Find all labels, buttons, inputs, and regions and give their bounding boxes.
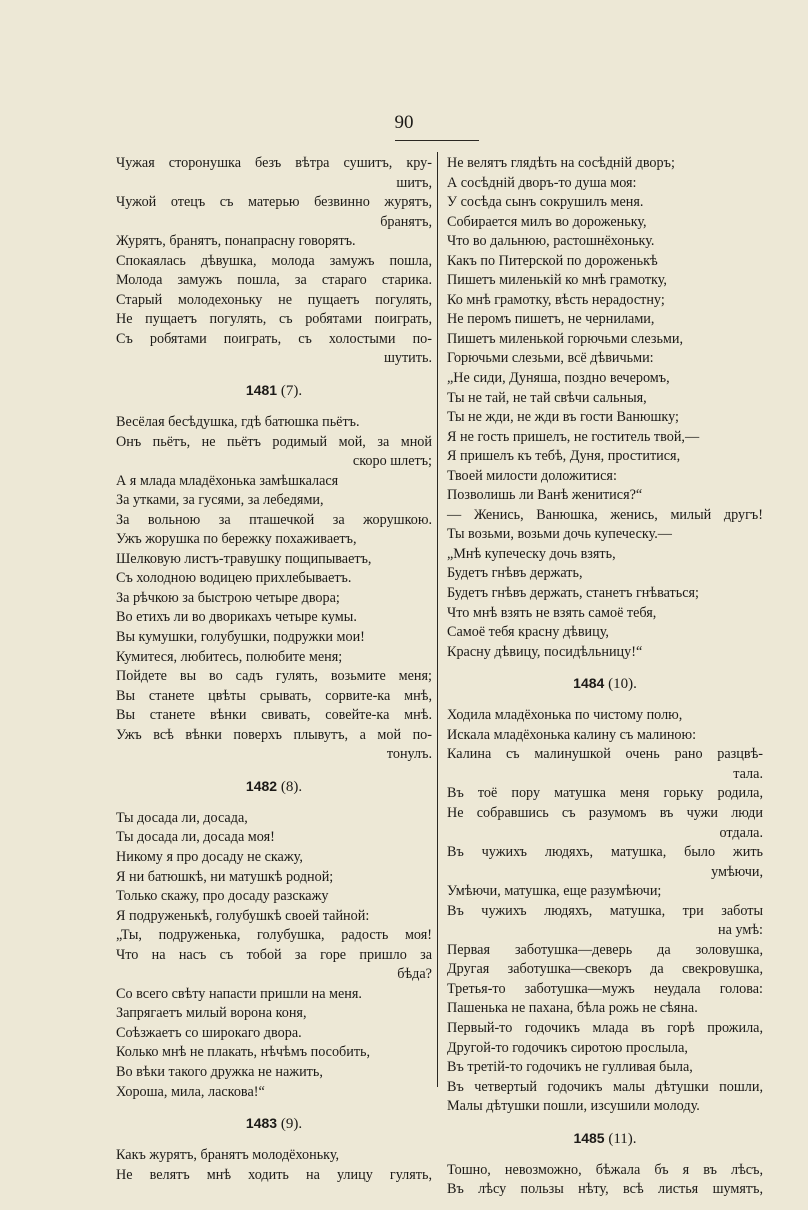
- verse-line: бѣда?: [397, 966, 432, 983]
- verse-line: За утками, за гусями, за лебедями,: [116, 492, 324, 509]
- verse-line: Красну дѣвицу, посидѣльницу!“: [447, 643, 643, 660]
- verse-line: Соѣзжаетъ со широкаго двора.: [116, 1024, 302, 1041]
- verse-line: Не перомъ пишетъ, не чернилами,: [447, 311, 655, 328]
- verse-line: Ходила младёхонька по чистому полю,: [447, 707, 683, 724]
- verse-line: Первая заботушка—деверь да золовушка,: [447, 941, 763, 958]
- verse-line: Въ третій-то годочикъ не гулливая была,: [447, 1059, 693, 1076]
- verse-line: Вы станете вѣнки свивать, совейте-ка мнѣ.: [116, 707, 432, 724]
- song-heading: [447, 673, 763, 694]
- verse-line: Въ чужихъ людяхъ, матушка, было жить: [447, 844, 763, 861]
- verse-line: За вольною за пташечкой за жорушкою.: [116, 511, 432, 528]
- verse-line: отдала.: [719, 824, 763, 841]
- verse-line: на умѣ:: [718, 922, 763, 939]
- verse-line: Ты досада ли, досада,: [116, 809, 248, 826]
- verse-line: Что на насъ съ тобой за горе пришло за: [116, 946, 432, 963]
- verse-line: шутить.: [383, 350, 432, 367]
- verse-line: тонулъ.: [386, 746, 432, 763]
- verse-line: Что во дальнюю, растошнёхоньку.: [447, 233, 655, 250]
- verse-line: — Женись, Ванюшка, женись, милый другъ!: [447, 506, 763, 523]
- verse-line: Со всего свѣту напасти пришли на меня.: [116, 985, 362, 1002]
- verse-line: Ты досада ли, досада моя!: [116, 829, 275, 846]
- verse-line: Въ тоё пору матушка меня горьку родила,: [447, 785, 763, 802]
- song-variant: (11).: [604, 1130, 637, 1147]
- verse-line: Горючьми слезьми, всё дѣвичьми:: [447, 350, 654, 367]
- verse-line: Ты не тай, не тай свѣчи сальныя,: [447, 389, 647, 406]
- verse-line: Ты возьми, возьми дочь купеческу.—: [447, 526, 672, 543]
- verse-line: скоро шлетъ;: [352, 453, 432, 470]
- verse-line: Будетъ гнѣвъ держать, станетъ гнѣваться;: [447, 585, 699, 602]
- verse-line: Во вѣки такого дружка не нажить,: [116, 1063, 323, 1080]
- verse-line: Спокаялась дѣвушка, молода замужъ пошла,: [116, 252, 432, 269]
- verse-line: бранятъ,: [380, 213, 432, 230]
- verse-line: Я ни батюшкѣ, ни матушкѣ родной;: [116, 868, 334, 885]
- right-column: [447, 154, 763, 1200]
- page-number: 90: [394, 112, 414, 133]
- verse-line: Ужъ всѣ вѣнки поверхъ плывутъ, а мой по-: [116, 726, 432, 743]
- song-variant: (10).: [604, 676, 637, 693]
- verse-line: Запрягаетъ милый ворона коня,: [116, 1005, 307, 1022]
- verse-line: Ты не жди, не жди въ гости Ванюшку;: [447, 409, 679, 426]
- verse-line: Будетъ гнѣвъ держать,: [447, 565, 583, 582]
- verse-line: Умѣючи, матушка, еще разумѣючи;: [447, 883, 662, 900]
- verse-line: Другая заботушка—свекоръ да свекровушка,: [447, 961, 763, 978]
- verse-line: Не велятъ мнѣ ходить на улицу гулять,: [116, 1166, 432, 1183]
- page-number-rule: [395, 140, 479, 141]
- verse-line: Пашенька не пахана, бѣла рожь не сѣяна.: [447, 1000, 698, 1017]
- verse-line: Третья-то заботушка—мужъ неудала голова:: [447, 980, 763, 997]
- verse-line: Старый молодехоньку не пущаетъ погулять,: [116, 291, 432, 308]
- verse-line: Не собравшись съ разумомъ въ чужи люди: [447, 804, 763, 821]
- column-divider: [437, 152, 438, 1087]
- verse-line: Онъ пьётъ, не пьётъ родимый мой, за мной: [116, 433, 432, 450]
- verse-line: Чужая сторонушка безъ вѣтра сушитъ, кру-: [116, 155, 432, 171]
- verse-line: Что мнѣ взять не взять самоё тебя,: [447, 604, 657, 621]
- verse-line: Кумитеся, любитесь, полюбите меня;: [116, 648, 343, 665]
- song-number: 1482: [245, 777, 278, 794]
- song-variant: (9).: [277, 1116, 303, 1133]
- verse-line: Въ четвертый годочикъ малы дѣтушки пошли,: [447, 1078, 763, 1095]
- verse-line: шитъ,: [396, 174, 432, 191]
- verse-line: Какъ журятъ, бранятъ молодёхоньку,: [116, 1147, 340, 1164]
- verse-line: За рѣчкою за быстрою четыре двора;: [116, 589, 340, 606]
- verse-line: Искала младёхонька калину съ малиною:: [447, 726, 697, 743]
- verse-line: Не пущаетъ погулять, съ робятами поиграть,: [116, 311, 432, 328]
- verse-line: Въ лѣсу пользы нѣту, всѣ листья шумятъ,: [447, 1181, 763, 1198]
- verse-line: Я подруженькѣ, голубушкѣ своей тайной:: [116, 907, 370, 924]
- song-heading: [116, 1113, 432, 1134]
- verse-line: „Не сиди, Дуняша, поздно вечеромъ,: [447, 370, 670, 387]
- verse-line: Малы дѣтушки пошли, изсушили молоду.: [447, 1098, 700, 1115]
- verse-line: Другой-то годочикъ сиротою прослыла,: [447, 1039, 688, 1056]
- verse-line: У сосѣда сынъ сокрушилъ меня.: [447, 194, 644, 211]
- left-column: [116, 154, 432, 1185]
- verse-line: Собирается милъ во дороженьку,: [447, 213, 647, 230]
- verse-line: Съ холодною водицею прихлебываетъ.: [116, 570, 352, 587]
- verse-line: Вы станете цвѣты срывать, сорвите-ка мнѣ,: [116, 687, 432, 704]
- verse-line: Калина съ малинушкой очень рано разцвѣ-: [447, 746, 763, 763]
- verse-line: Самоё тебя красну дѣвицу,: [447, 624, 609, 641]
- verse-line: Первый-то годочикъ млада въ горѣ прожила,: [447, 1019, 763, 1036]
- verse-line: Ко мнѣ грамотку, вѣсть нерадостну;: [447, 291, 665, 308]
- verse-line: А сосѣдній дворъ-то душа моя:: [447, 174, 637, 191]
- verse-line: Пишетъ миленькій ко мнѣ грамотку,: [447, 272, 667, 289]
- verse-line: Пойдете вы во садъ гулять, возьмите меня;: [116, 668, 432, 685]
- song-number: 1481: [245, 382, 278, 399]
- song-variant: (7).: [277, 383, 303, 400]
- verse-line: тала.: [733, 765, 763, 782]
- verse-line: Колько мнѣ не плакать, нѣчѣмъ пособить,: [116, 1044, 371, 1061]
- verse-line: „Мнѣ купеческу дочь взять,: [447, 545, 616, 562]
- song-number: 1485: [573, 1129, 605, 1146]
- verse-line: Тошно, невозможно, бѣжала бъ я въ лѣсъ,: [447, 1161, 763, 1178]
- verse-line: Какъ по Питерской по дороженькѣ: [447, 252, 658, 269]
- song-heading: [116, 776, 432, 797]
- verse-line: Въ чужихъ людяхъ, матушка, три заботы: [447, 902, 763, 919]
- song-number: 1483: [245, 1115, 278, 1132]
- verse-line: Журятъ, бранятъ, понапрасну говорятъ.: [116, 233, 356, 250]
- verse-line: Твоей милости доложитися:: [447, 467, 617, 484]
- verse-line: Весёлая бесѣдушка, гдѣ батюшка пьётъ.: [116, 414, 360, 431]
- verse-line: Только скажу, про досаду разскажу: [116, 888, 329, 905]
- song-variant: (8).: [277, 778, 303, 795]
- song-number: 1484: [573, 675, 605, 692]
- verse-line: Не велятъ глядѣть на сосѣдній дворъ;: [447, 155, 675, 171]
- verse-line: Во етихъ ли во дворикахъ четыре кумы.: [116, 609, 357, 626]
- verse-line: Ужъ жорушка по бережку похаживаетъ,: [116, 531, 357, 548]
- verse-line: Хороша, мила, ласкова!“: [116, 1083, 265, 1100]
- verse-line: Я не гость пришелъ, не гоститель твой,—: [447, 428, 700, 445]
- verse-line: Молода замужъ пошла, за стараго старика.: [116, 272, 432, 289]
- verse-line: Чужой отецъ съ матерью безвинно журятъ,: [116, 194, 432, 211]
- verse-line: Позволишь ли Ванѣ женитися?“: [447, 487, 643, 504]
- song-heading: [116, 380, 432, 401]
- verse-line: Вы кумушки, голубушки, подружки мои!: [116, 629, 365, 646]
- verse-line: Шелковую листъ-травушку пощипываетъ,: [116, 550, 372, 567]
- verse-line: Пишетъ миленькой горючьми слезьми,: [447, 330, 684, 347]
- verse-line: умѣючи,: [711, 863, 763, 880]
- verse-line: Никому я про досаду не скажу,: [116, 848, 303, 865]
- verse-line: „Ты, подруженька, голубушка, радость моя!: [116, 927, 432, 944]
- verse-line: Я пришелъ къ тебѣ, Дуня, проститися,: [447, 448, 681, 465]
- verse-line: Съ робятами поиграть, съ холостыми по-: [116, 330, 432, 347]
- song-heading: [447, 1128, 763, 1149]
- verse-line: А я млада младёхонька замѣшкалася: [116, 472, 339, 489]
